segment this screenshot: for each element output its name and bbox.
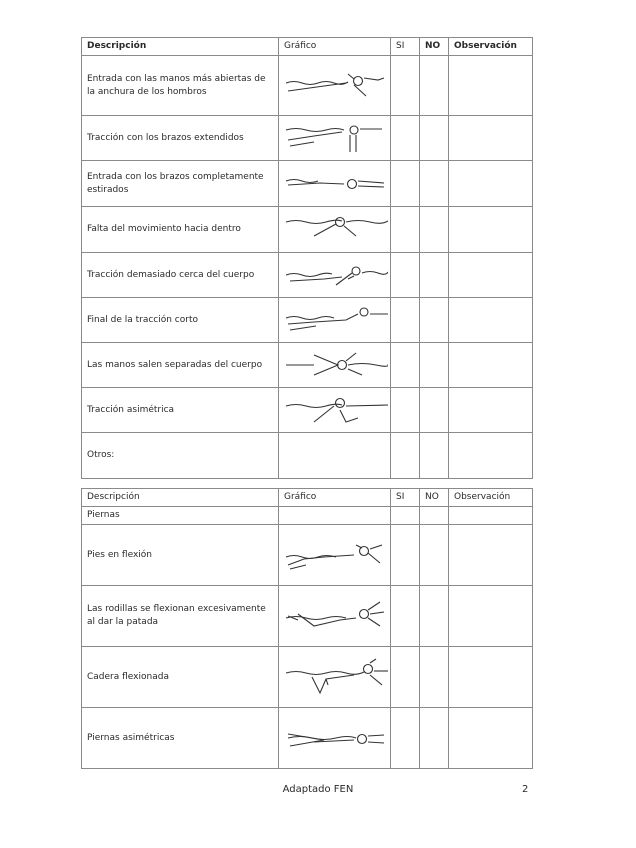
swimmer-short-pull-icon — [279, 298, 391, 343]
si-cell[interactable] — [391, 343, 420, 388]
row-description: Las rodillas se flexionan excesivamente al dar la patada — [82, 586, 279, 647]
observacion-cell[interactable] — [449, 161, 533, 207]
no-cell[interactable] — [420, 253, 449, 298]
swimmer-hip-flexed-icon — [279, 647, 391, 708]
no-cell[interactable] — [420, 116, 449, 161]
row-description: Tracción demasiado cerca del cuerpo — [82, 253, 279, 298]
header-observacion: Observación — [449, 489, 533, 507]
page-number: 2 — [522, 784, 529, 795]
empty-figure-cell — [279, 433, 391, 479]
si-cell[interactable] — [391, 207, 420, 253]
row-description: Falta del movimiento hacia dentro — [82, 207, 279, 253]
row-description: Piernas asimétricas — [82, 708, 279, 769]
table-row — [82, 433, 533, 479]
observacion-cell[interactable] — [449, 116, 533, 161]
header-no: NO — [420, 489, 449, 507]
no-cell[interactable] — [420, 586, 449, 647]
si-cell[interactable] — [391, 161, 420, 207]
no-cell[interactable] — [420, 433, 449, 479]
si-cell[interactable] — [391, 253, 420, 298]
table-row — [82, 647, 533, 708]
no-cell[interactable] — [420, 56, 449, 116]
arms-evaluation-table — [81, 37, 533, 479]
si-cell[interactable] — [391, 525, 420, 586]
swimmer-legs-asymmetric-icon — [279, 708, 391, 769]
swimmer-asymmetric-icon — [279, 388, 391, 433]
no-cell[interactable] — [420, 708, 449, 769]
si-cell[interactable] — [391, 388, 420, 433]
table-row — [82, 116, 533, 161]
observacion-cell[interactable] — [449, 298, 533, 343]
header-grafico: Gráfico — [279, 38, 391, 56]
header-descripcion: Descripción — [82, 489, 279, 507]
si-cell[interactable] — [391, 647, 420, 708]
table-row — [82, 298, 533, 343]
si-cell[interactable] — [391, 298, 420, 343]
row-description: Entrada con los brazos completamente estirados — [82, 161, 279, 207]
no-cell[interactable] — [420, 647, 449, 708]
no-cell[interactable] — [420, 343, 449, 388]
observacion-cell[interactable] — [449, 388, 533, 433]
observacion-cell[interactable] — [449, 525, 533, 586]
section-title: Piernas — [82, 507, 279, 525]
swimmer-arms-wide-icon — [279, 56, 391, 116]
header-no: NO — [420, 38, 449, 56]
row-description: Final de la tracción corto — [82, 298, 279, 343]
swimmer-pull-close-icon — [279, 253, 391, 298]
observacion-cell[interactable] — [449, 253, 533, 298]
observacion-cell[interactable] — [449, 207, 533, 253]
header-observacion: Observación — [449, 38, 533, 56]
no-cell[interactable] — [420, 525, 449, 586]
table-header-row — [82, 38, 533, 56]
table-row — [82, 586, 533, 647]
section-row — [82, 507, 533, 525]
no-cell[interactable] — [420, 161, 449, 207]
row-description: Otros: — [82, 433, 279, 479]
header-si: SI — [391, 38, 420, 56]
row-description: Pies en flexión — [82, 525, 279, 586]
si-cell[interactable] — [391, 56, 420, 116]
header-descripcion: Descripción — [82, 38, 279, 56]
table-row — [82, 207, 533, 253]
swimmer-no-inward-icon — [279, 207, 391, 253]
table-row — [82, 253, 533, 298]
header-si: SI — [391, 489, 420, 507]
observacion-cell[interactable] — [449, 433, 533, 479]
table-row — [82, 388, 533, 433]
si-cell[interactable] — [391, 586, 420, 647]
observacion-cell[interactable] — [449, 56, 533, 116]
row-description: Tracción asimétrica — [82, 388, 279, 433]
si-cell[interactable] — [391, 433, 420, 479]
observacion-cell[interactable] — [449, 343, 533, 388]
no-cell[interactable] — [420, 207, 449, 253]
swimmer-feet-flexed-icon — [279, 525, 391, 586]
table-row — [82, 708, 533, 769]
row-description: Tracción con los brazos extendidos — [82, 116, 279, 161]
table-row — [82, 56, 533, 116]
table-row — [82, 161, 533, 207]
no-cell[interactable] — [420, 298, 449, 343]
header-grafico: Gráfico — [279, 489, 391, 507]
footer-source: Adaptado FEN — [282, 784, 354, 795]
swimmer-arms-stretched-icon — [279, 161, 391, 207]
no-cell[interactable] — [420, 388, 449, 433]
swimmer-knees-bent-icon — [279, 586, 391, 647]
swimmer-arms-extended-icon — [279, 116, 391, 161]
legs-evaluation-table — [81, 488, 533, 769]
observacion-cell[interactable] — [449, 586, 533, 647]
observacion-cell[interactable] — [449, 708, 533, 769]
si-cell[interactable] — [391, 116, 420, 161]
swimmer-hands-apart-icon — [279, 343, 391, 388]
row-description: Entrada con las manos más abiertas de la anchura de los hombros — [82, 56, 279, 116]
table-header-row — [82, 489, 533, 507]
table-row — [82, 525, 533, 586]
observacion-cell[interactable] — [449, 647, 533, 708]
si-cell[interactable] — [391, 708, 420, 769]
table-row — [82, 343, 533, 388]
row-description: Cadera flexionada — [82, 647, 279, 708]
row-description: Las manos salen separadas del cuerpo — [82, 343, 279, 388]
